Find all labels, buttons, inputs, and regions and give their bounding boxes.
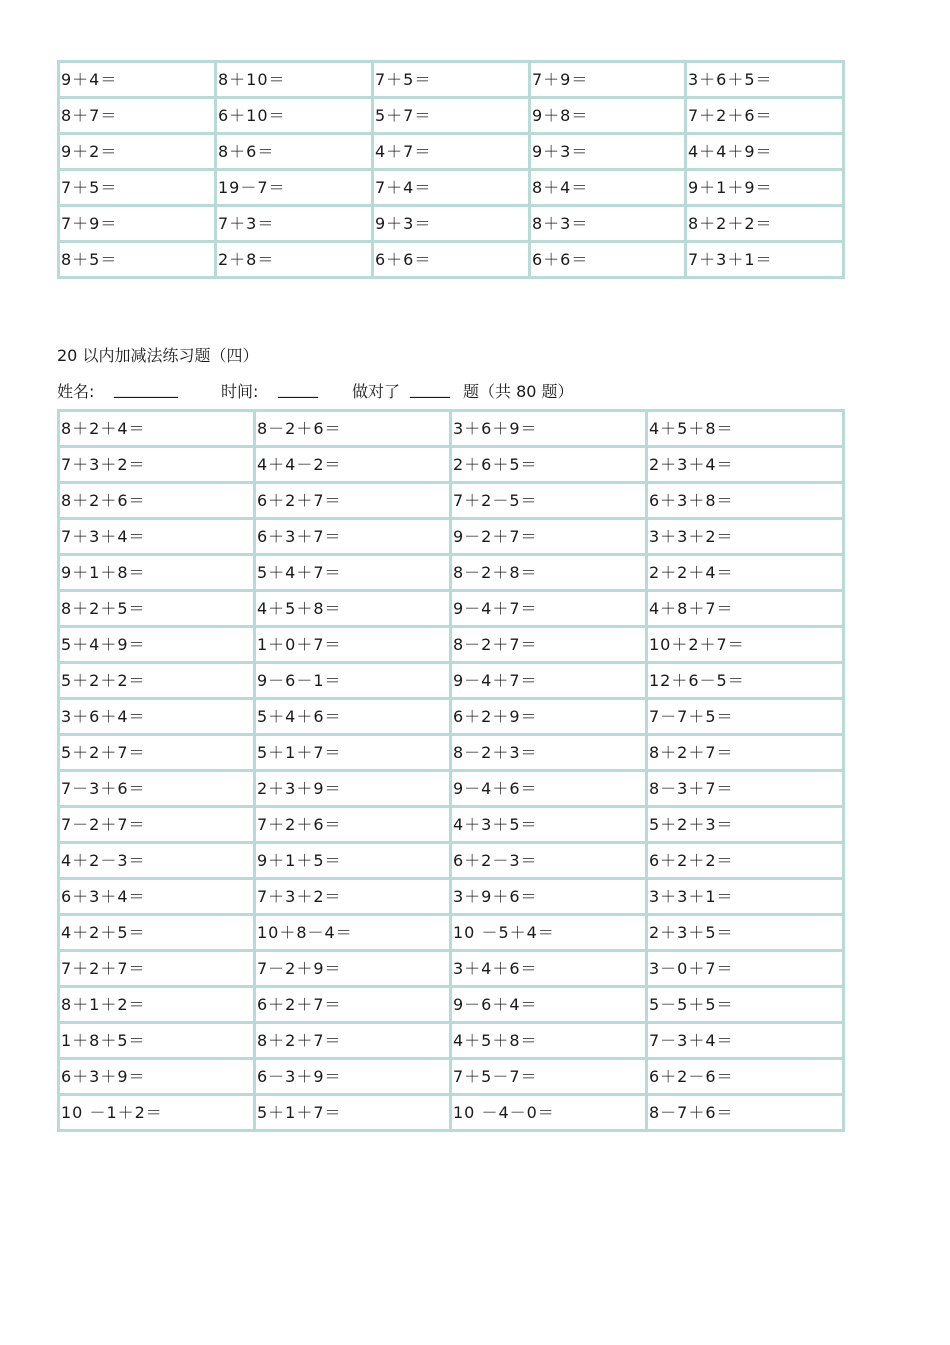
exercise-cell: 8＋2＋5＝ xyxy=(59,591,255,627)
exercise-cell: 5＋2＋2＝ xyxy=(59,663,255,699)
exercise-cell: 6＋3＋7＝ xyxy=(255,519,451,555)
exercise-cell: 9＋2＝ xyxy=(59,134,216,170)
exercise-cell: 4＋2－3＝ xyxy=(59,843,255,879)
table-row xyxy=(59,987,844,1023)
exercise-cell: 7＋3＋1＝ xyxy=(686,242,844,278)
exercise-cell: 9＋3＝ xyxy=(373,206,530,242)
exercise-cell: 8＋7＝ xyxy=(59,98,216,134)
exercise-cell: 1＋0＋7＝ xyxy=(255,627,451,663)
exercise-cell: 5＋4＋9＝ xyxy=(59,627,255,663)
exercise-cell: 10＋8－4＝ xyxy=(255,915,451,951)
exercise-cell: 4＋2＋5＝ xyxy=(59,915,255,951)
exercise-cell: 9＋3＝ xyxy=(530,134,686,170)
exercise-cell: 2＋3＋4＝ xyxy=(647,447,844,483)
table-row xyxy=(59,627,844,663)
name-label: 姓名: xyxy=(57,382,95,401)
exercise-cell: 19－7＝ xyxy=(216,170,373,206)
exercise-cell: 7－7＋5＝ xyxy=(647,699,844,735)
exercise-cell: 2＋8＝ xyxy=(216,242,373,278)
exercise-cell: 8－7＋6＝ xyxy=(647,1095,844,1131)
exercise-cell: 7＋3＋2＝ xyxy=(255,879,451,915)
table-row xyxy=(59,242,844,278)
table-row xyxy=(59,411,844,447)
correct-count-prefix: 做对了 xyxy=(352,382,401,401)
exercise-cell: 5＋2＋3＝ xyxy=(647,807,844,843)
table-row xyxy=(59,1095,844,1131)
exercise-cell: 4＋4－2＝ xyxy=(255,447,451,483)
exercise-cell: 7＋3＝ xyxy=(216,206,373,242)
exercise-cell: 8－2＋8＝ xyxy=(451,555,647,591)
exercise-cell: 5＋7＝ xyxy=(373,98,530,134)
exercise-cell: 9＋8＝ xyxy=(530,98,686,134)
exercise-cell: 4＋5＋8＝ xyxy=(255,591,451,627)
exercise-cell: 7＋3＋2＝ xyxy=(59,447,255,483)
exercise-cell: 9－2＋7＝ xyxy=(451,519,647,555)
exercise-cell: 4＋5＋8＝ xyxy=(647,411,844,447)
exercise-cell: 3＋6＋4＝ xyxy=(59,699,255,735)
exercise-cell: 5＋4＋7＝ xyxy=(255,555,451,591)
exercise-cell: 8－2＋6＝ xyxy=(255,411,451,447)
table-row xyxy=(59,555,844,591)
exercise-cell: 7＋2＋6＝ xyxy=(686,98,844,134)
exercise-cell: 3＋6＋9＝ xyxy=(451,411,647,447)
exercise-cell: 4＋4＋9＝ xyxy=(686,134,844,170)
worksheet-title: 20 以内加减法练习题（四） xyxy=(57,346,259,365)
exercise-cell: 8＋6＝ xyxy=(216,134,373,170)
exercise-cell: 7＋5＝ xyxy=(59,170,216,206)
exercise-cell: 4＋7＝ xyxy=(373,134,530,170)
table-row xyxy=(59,663,844,699)
table-row xyxy=(59,915,844,951)
exercise-cell: 9－4＋7＝ xyxy=(451,663,647,699)
exercise-cell: 9－4＋6＝ xyxy=(451,771,647,807)
exercise-cell: 5－5＋5＝ xyxy=(647,987,844,1023)
exercise-cell: 9＋1＋9＝ xyxy=(686,170,844,206)
exercise-cell: 4＋8＋7＝ xyxy=(647,591,844,627)
exercise-cell: 2＋3＋5＝ xyxy=(647,915,844,951)
table-row xyxy=(59,483,844,519)
name-blank: ________ xyxy=(114,379,178,398)
exercise-cell: 8＋1＋2＝ xyxy=(59,987,255,1023)
exercise-cell: 5＋1＋7＝ xyxy=(255,1095,451,1131)
exercise-cell: 7－2＋7＝ xyxy=(59,807,255,843)
exercise-cell: 3＋6＋5＝ xyxy=(686,62,844,98)
exercise-cell: 3＋3＋1＝ xyxy=(647,879,844,915)
exercise-cell: 6＋2＋2＝ xyxy=(647,843,844,879)
table-row xyxy=(59,170,844,206)
exercise-cell: 10＋2＋7＝ xyxy=(647,627,844,663)
exercise-cell: 2＋6＋5＝ xyxy=(451,447,647,483)
exercise-cell: 3＋4＋6＝ xyxy=(451,951,647,987)
exercise-cell: 6＋3＋9＝ xyxy=(59,1059,255,1095)
exercise-cell: 8＋3＝ xyxy=(530,206,686,242)
table-row xyxy=(59,699,844,735)
table-row xyxy=(59,447,844,483)
exercise-cell: 12＋6－5＝ xyxy=(647,663,844,699)
exercise-cell: 3＋3＋2＝ xyxy=(647,519,844,555)
exercise-cell: 6＋2＋9＝ xyxy=(451,699,647,735)
exercise-cell: 8＋2＋2＝ xyxy=(686,206,844,242)
exercise-cell: 7＋5＝ xyxy=(373,62,530,98)
exercise-cell: 1＋8＋5＝ xyxy=(59,1023,255,1059)
exercise-cell: 9－6＋4＝ xyxy=(451,987,647,1023)
exercise-cell: 9－6－1＝ xyxy=(255,663,451,699)
exercise-cell: 8＋2＋7＝ xyxy=(255,1023,451,1059)
exercise-cell: 8－2＋7＝ xyxy=(451,627,647,663)
exercise-cell: 8－2＋3＝ xyxy=(451,735,647,771)
student-info-line xyxy=(57,379,657,401)
exercise-cell: 7＋2＋7＝ xyxy=(59,951,255,987)
table-row xyxy=(59,879,844,915)
table-row xyxy=(59,519,844,555)
exercise-cell: 6＋3＋4＝ xyxy=(59,879,255,915)
table-row xyxy=(59,206,844,242)
exercise-cell: 9＋4＝ xyxy=(59,62,216,98)
table-row xyxy=(59,1023,844,1059)
table-row xyxy=(59,735,844,771)
table-row xyxy=(59,771,844,807)
table-row xyxy=(59,843,844,879)
exercise-cell: 3＋9＋6＝ xyxy=(451,879,647,915)
table-row xyxy=(59,807,844,843)
exercise-cell: 7＋2－5＝ xyxy=(451,483,647,519)
exercise-cell: 2＋2＋4＝ xyxy=(647,555,844,591)
exercise-cell: 8＋2＋6＝ xyxy=(59,483,255,519)
exercise-cell: 7－3＋6＝ xyxy=(59,771,255,807)
exercise-cell: 6＋2＋7＝ xyxy=(255,987,451,1023)
exercise-cell: 5＋1＋7＝ xyxy=(255,735,451,771)
exercise-cell: 7＋2＋6＝ xyxy=(255,807,451,843)
exercise-cell: 7＋4＝ xyxy=(373,170,530,206)
exercise-cell: 8－3＋7＝ xyxy=(647,771,844,807)
exercise-cell: 9＋1＋5＝ xyxy=(255,843,451,879)
exercise-cell: 6＋6＝ xyxy=(530,242,686,278)
table-row xyxy=(59,591,844,627)
exercise-cell: 7＋5－7＝ xyxy=(451,1059,647,1095)
exercise-cell: 2＋3＋9＝ xyxy=(255,771,451,807)
table-row xyxy=(59,1059,844,1095)
exercise-cell: 8＋2＋4＝ xyxy=(59,411,255,447)
exercise-cell: 5＋2＋7＝ xyxy=(59,735,255,771)
table-row xyxy=(59,62,844,98)
exercise-cell: 6＋2＋7＝ xyxy=(255,483,451,519)
correct-count-suffix: 题（共 80 题） xyxy=(463,382,574,401)
exercise-cell: 7－3＋4＝ xyxy=(647,1023,844,1059)
main-exercise-table xyxy=(57,409,845,1132)
exercise-cell: 6＋2－6＝ xyxy=(647,1059,844,1095)
exercise-cell: 6－3＋9＝ xyxy=(255,1059,451,1095)
exercise-cell: 10 －4－0＝ xyxy=(451,1095,647,1131)
exercise-cell: 6＋10＝ xyxy=(216,98,373,134)
time-blank: _____ xyxy=(278,379,318,398)
exercise-cell: 6＋3＋8＝ xyxy=(647,483,844,519)
exercise-cell: 7＋9＝ xyxy=(530,62,686,98)
exercise-cell: 8＋2＋7＝ xyxy=(647,735,844,771)
exercise-cell: 6＋2－3＝ xyxy=(451,843,647,879)
exercise-cell: 8＋5＝ xyxy=(59,242,216,278)
top-exercise-table xyxy=(57,60,845,279)
exercise-cell: 5＋4＋6＝ xyxy=(255,699,451,735)
exercise-cell: 9＋1＋8＝ xyxy=(59,555,255,591)
time-label: 时间: xyxy=(221,382,259,401)
exercise-cell: 10 －5＋4＝ xyxy=(451,915,647,951)
exercise-cell: 10 －1＋2＝ xyxy=(59,1095,255,1131)
table-row xyxy=(59,98,844,134)
exercise-cell: 8＋4＝ xyxy=(530,170,686,206)
exercise-cell: 4＋3＋5＝ xyxy=(451,807,647,843)
exercise-cell: 7－2＋9＝ xyxy=(255,951,451,987)
exercise-cell: 9－4＋7＝ xyxy=(451,591,647,627)
exercise-cell: 4＋5＋8＝ xyxy=(451,1023,647,1059)
exercise-cell: 8＋10＝ xyxy=(216,62,373,98)
table-row xyxy=(59,951,844,987)
table-row xyxy=(59,134,844,170)
exercise-cell: 3－0＋7＝ xyxy=(647,951,844,987)
exercise-cell: 7＋9＝ xyxy=(59,206,216,242)
correct-count-blank: _____ xyxy=(410,379,450,398)
exercise-cell: 7＋3＋4＝ xyxy=(59,519,255,555)
exercise-cell: 6＋6＝ xyxy=(373,242,530,278)
